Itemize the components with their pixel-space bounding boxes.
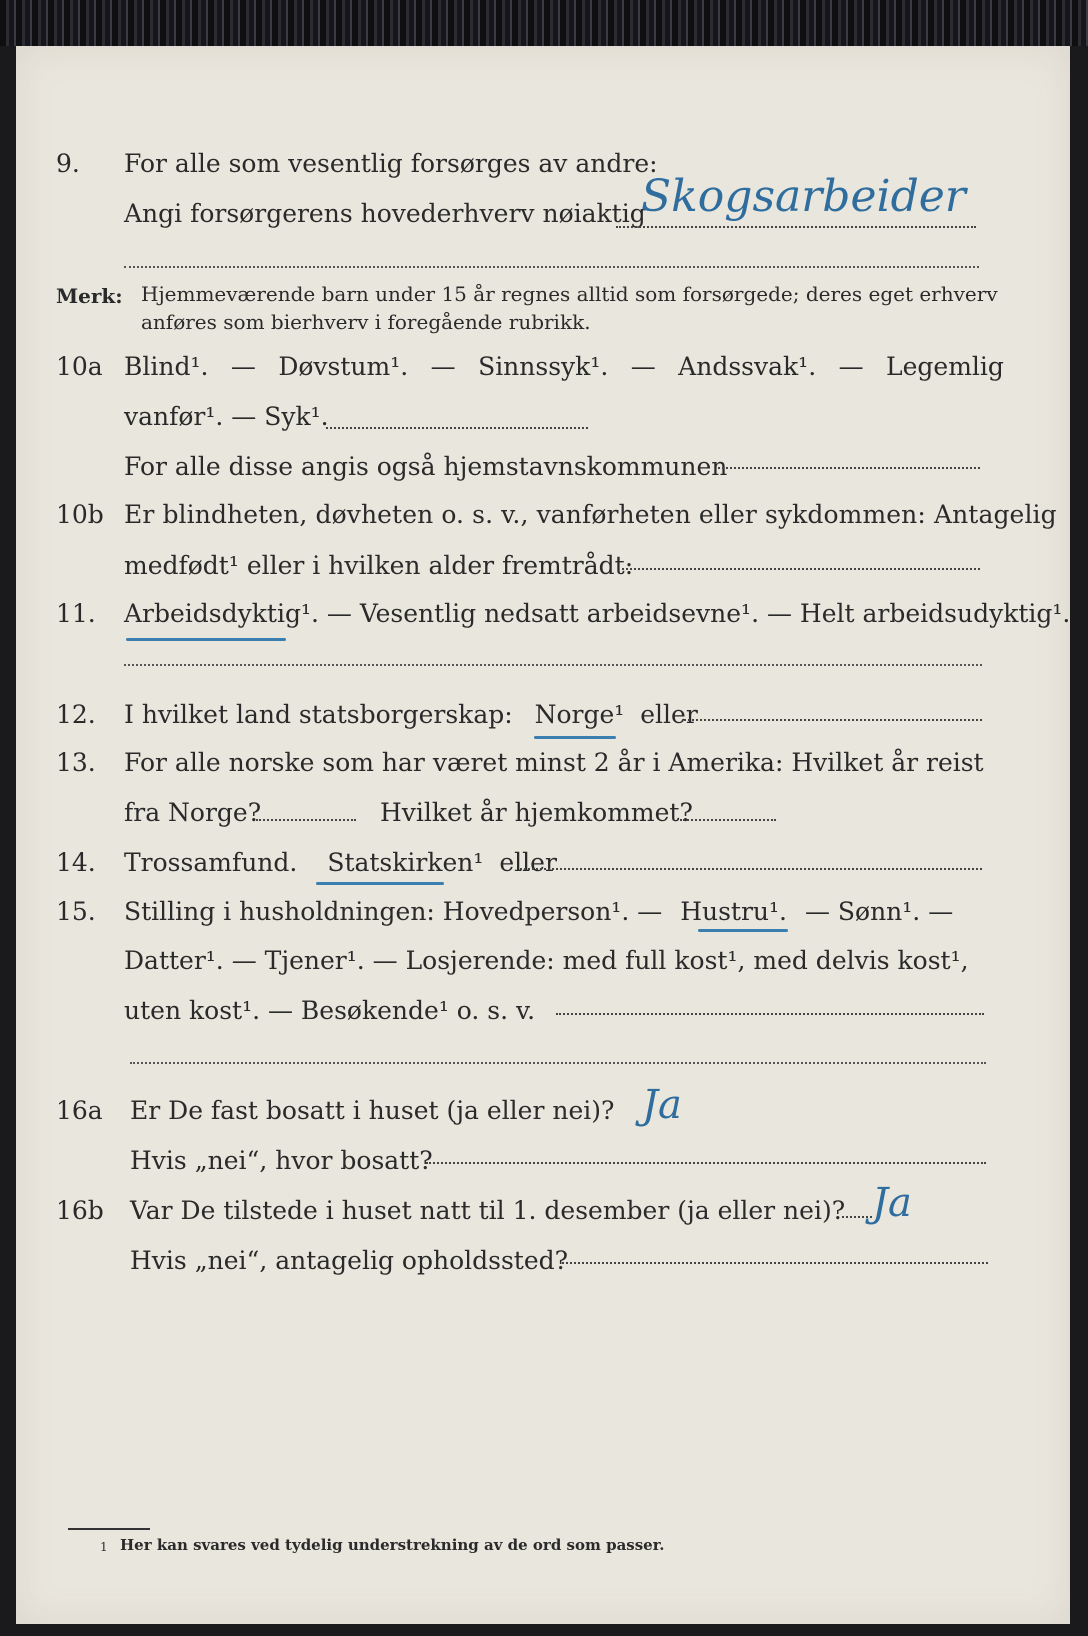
- answer-line: [622, 568, 980, 570]
- question-suffix: eller: [499, 848, 557, 877]
- underlined-choice: Hustru¹.: [680, 897, 787, 926]
- footnote-text: Her kan svares ved tydelig understrekning av de ord som passer.: [120, 1536, 665, 1554]
- question-text: medfødt¹ eller i hvilken alder fremtrådt:: [124, 551, 634, 580]
- handwritten-answer: Ja: [642, 1082, 682, 1128]
- scan-top-edge: [0, 0, 1088, 46]
- question-text: [124, 897, 953, 926]
- handwritten-underline: [126, 638, 286, 641]
- question-text: Hvis „nei“, antagelig opholdssted?: [130, 1246, 569, 1275]
- footnote-mark: 1: [100, 1540, 108, 1554]
- option-legemlig: Legemlig: [886, 352, 1004, 381]
- option-andssvak: Andssvak¹.: [678, 352, 817, 381]
- question-text-part: — Sønn¹. —: [804, 897, 954, 926]
- question-number: 13.: [56, 748, 96, 777]
- question-15-line1: [16, 897, 1070, 937]
- question-10b-line1: [16, 500, 1070, 540]
- footnote-rule: [68, 1528, 150, 1530]
- question-text: Arbeidsdyktig¹. — Vesentlig nedsatt arbeidsevne¹. — Helt arbeidsudyktig¹.: [124, 599, 1071, 628]
- question-15-line3: [16, 996, 1070, 1036]
- question-text: Hvilket år hjemkommet?: [380, 798, 693, 827]
- question-text: For alle norske som har været minst 2 år i Amerika: Hvilket år reist: [124, 748, 984, 777]
- answer-line: [426, 1162, 986, 1164]
- separator: —: [630, 352, 656, 381]
- answer-line: [684, 719, 982, 721]
- question-number: 10a: [56, 352, 103, 381]
- question-text: Er De fast bosatt i huset (ja eller nei)?: [130, 1096, 615, 1125]
- question-number: 10b: [56, 500, 104, 529]
- answer-line: [562, 1262, 988, 1264]
- answer-line: [616, 226, 976, 228]
- question-number: 15.: [56, 897, 96, 926]
- answer-line: [680, 819, 776, 821]
- answer-line: [130, 1062, 986, 1064]
- answer-line: [124, 266, 979, 268]
- question-10a-line3: [16, 452, 1070, 492]
- question-text-part: Stilling i husholdningen: Hovedperson¹. —: [124, 897, 663, 926]
- answer-line: [718, 467, 980, 469]
- option-blind: Blind¹.: [124, 352, 209, 381]
- question-text: [124, 352, 1004, 381]
- question-text: vanfør¹. — Syk¹.: [124, 402, 329, 431]
- question-text: Hvis „nei“, hvor bosatt?: [130, 1146, 433, 1175]
- question-text: fra Norge?: [124, 798, 262, 827]
- question-10b-line2: [16, 551, 1070, 591]
- handwritten-underline: [534, 736, 616, 739]
- handwritten-underline: [316, 882, 444, 885]
- question-number: 12.: [56, 700, 96, 729]
- question-13-line1: [16, 748, 1070, 788]
- question-number: 11.: [56, 599, 96, 628]
- question-suffix: eller: [640, 700, 698, 729]
- question-text: uten kost¹. — Besøkende¹ o. s. v.: [124, 996, 536, 1025]
- answer-line: [124, 664, 982, 666]
- answer-line: [326, 427, 588, 429]
- separator: —: [230, 352, 256, 381]
- handwritten-underline: [698, 929, 788, 932]
- note-text: Hjemmeværende barn under 15 år regnes alltid som forsørgede; deres eget erhverv: [141, 282, 998, 306]
- question-16a-line1: [16, 1096, 1070, 1136]
- question-number: 16a: [56, 1096, 103, 1125]
- question-text: Angi forsørgerens hovederhverv nøiaktig: [124, 199, 646, 228]
- question-15-line2: [16, 946, 1070, 986]
- question-text: Datter¹. — Tjener¹. — Losjerende: med full kost¹, med delvis kost¹,: [124, 946, 969, 975]
- question-text: Var De tilstede i huset natt til 1. desember (ja eller nei)?: [130, 1196, 846, 1225]
- question-13-line2: [16, 798, 1070, 838]
- question-text: [124, 848, 557, 877]
- handwritten-answer: Ja: [872, 1180, 912, 1226]
- answer-line: [520, 868, 982, 870]
- question-prefix: Trossamfund.: [124, 848, 298, 877]
- option-dovstum: Døvstum¹.: [278, 352, 409, 381]
- question-10a-line1: [16, 352, 1070, 392]
- question-10a-line2: [16, 402, 1070, 442]
- separator: —: [430, 352, 456, 381]
- census-form-page: [16, 46, 1070, 1624]
- note-text: anføres som bierhverv i foregående rubrikk.: [141, 310, 591, 334]
- question-text: For alle som vesentlig forsørges av andre:: [124, 149, 658, 178]
- answer-line: [842, 1216, 872, 1218]
- answer-line: [256, 819, 356, 821]
- answer-line: [556, 1013, 984, 1015]
- question-16b-line2: [16, 1246, 1070, 1286]
- question-number: 14.: [56, 848, 96, 877]
- question-text: For alle disse angis også hjemstavnskommunen: [124, 452, 728, 481]
- question-11: [16, 599, 1070, 639]
- question-number: 9.: [56, 149, 80, 178]
- question-number: 16b: [56, 1196, 104, 1225]
- question-text: [124, 700, 698, 729]
- underlined-choice: Norge¹: [534, 700, 625, 729]
- note-label: Merk:: [56, 284, 123, 308]
- question-prefix: I hvilket land statsborgerskap:: [124, 700, 513, 729]
- question-text: Er blindheten, døvheten o. s. v., vanførheten eller sykdommen: Antagelig: [124, 500, 1057, 529]
- separator: —: [838, 352, 864, 381]
- handwritten-answer: Skogsarbeider: [641, 171, 966, 222]
- option-sinnssyk: Sinnssyk¹.: [478, 352, 609, 381]
- underlined-choice: Statskirken¹: [327, 848, 484, 877]
